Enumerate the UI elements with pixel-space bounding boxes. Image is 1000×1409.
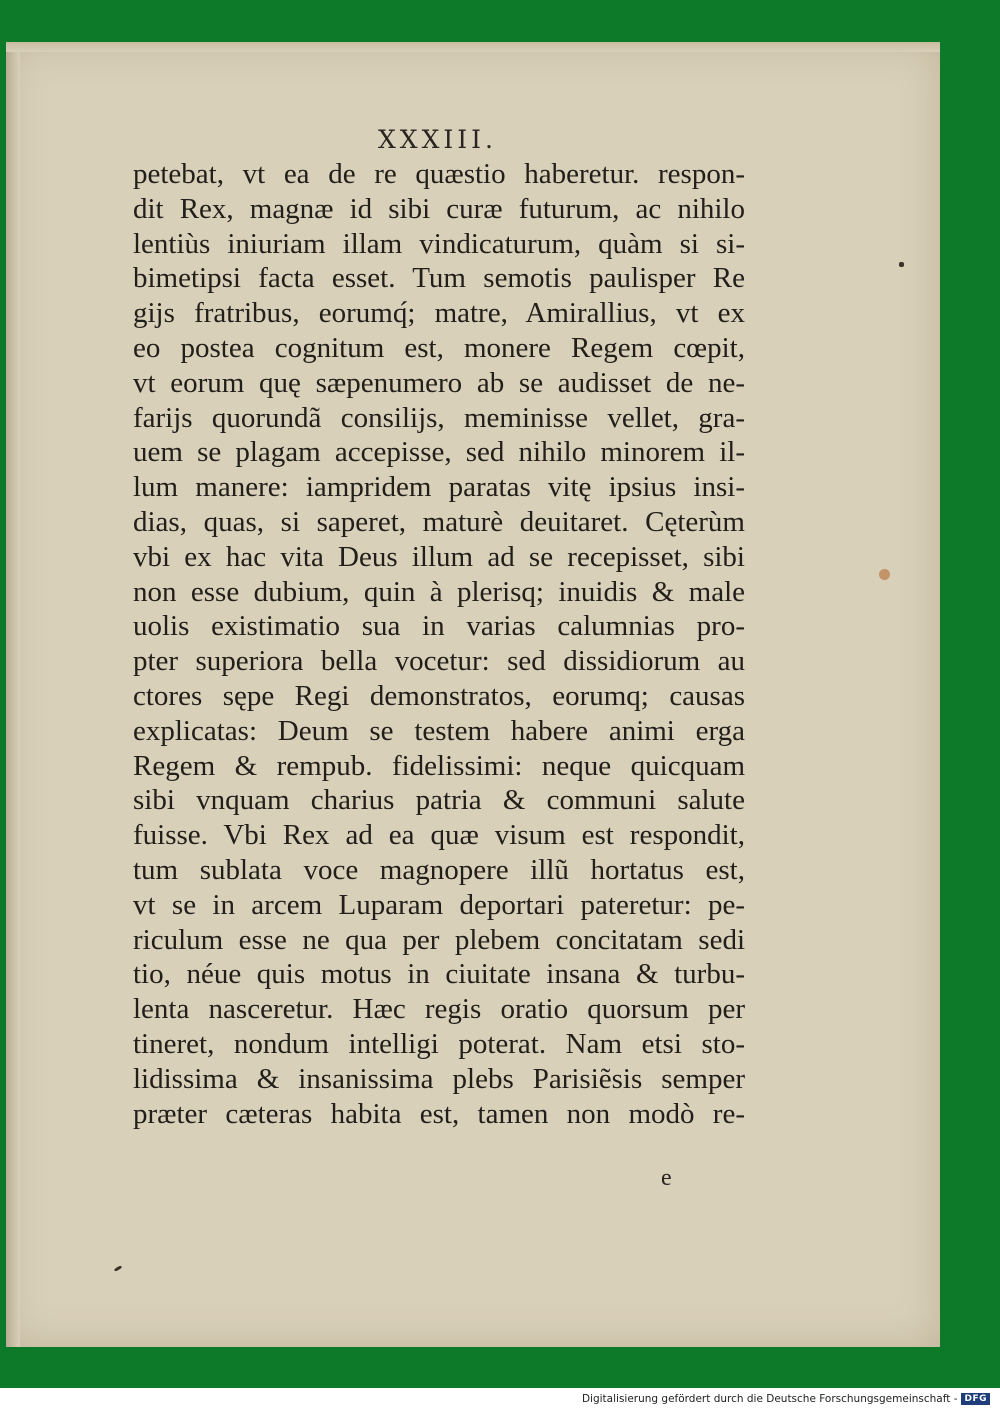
text-line: uem se plagam accepisse, sed nihilo minorem il- <box>133 436 745 469</box>
text-line: gijs fratribus, eorumq́; matre, Amirallius, vt ex <box>133 297 745 330</box>
credit-text: Digitalisierung gefördert durch die Deutsche Forschungsgemeinschaft - <box>581 1393 958 1405</box>
page-edge-left <box>6 42 20 1347</box>
ink-speck <box>114 1265 122 1272</box>
text-line: farijs quorundã consilijs, meminisse vellet, gra- <box>133 401 745 434</box>
text-line: non esse dubium, quin à plerisq; inuidis & male <box>133 575 745 608</box>
text-line: tio, néue quis motus in ciuitate insana & turbu- <box>133 958 745 991</box>
book-page <box>6 42 940 1347</box>
dfg-logo: DFG <box>961 1393 990 1405</box>
text-line: dias, quas, si saperet, maturè deuitaret. Cęterùm <box>133 505 745 538</box>
text-line: fuisse. Vbi Rex ad ea quæ visum est respondit, <box>133 819 745 852</box>
text-line: riculum esse ne qua per plebem concitatam sedi <box>133 923 745 956</box>
text-line: lum manere: iampridem paratas vitę ipsius insi- <box>133 471 745 504</box>
text-line: pter superiora bella vocetur: sed dissidiorum au <box>133 645 745 678</box>
digitization-credit <box>582 1390 990 1408</box>
text-line: dit Rex, magnæ id sibi curæ futurum, ac nihilo <box>133 192 745 225</box>
text-line: sibi vnquam charius patria & communi salute <box>133 784 745 817</box>
text-line: præter cæteras habita est, tamen non modò re- <box>133 1097 745 1130</box>
text-line: lidissima & insanissima plebs Parisiẽsis semper <box>133 1062 745 1095</box>
text-line: tum sublata voce magnopere illũ hortatus est, <box>133 853 745 886</box>
running-head: XXXIII. <box>378 125 497 154</box>
signature-mark: e <box>661 1165 672 1191</box>
text-line: lenta nasceretur. Hæc regis oratio quorsum per <box>133 993 745 1026</box>
paper-stain <box>879 569 890 580</box>
text-line: petebat, vt ea de re quæstio haberetur. respon- <box>133 158 745 190</box>
text-line: bimetipsi facta esset. Tum semotis paulisper Re <box>133 262 745 295</box>
text-line: vt eorum quę sæpenumero ab se audisset de ne- <box>133 366 745 399</box>
text-line: lentiùs iniuriam illam vindicaturum, quàm si si- <box>133 227 745 260</box>
ink-speck <box>899 262 904 267</box>
text-line: Regem & rempub. fidelissimi: neque quicquam <box>133 749 745 782</box>
text-line: explicatas: Deum se testem habere animi erga <box>133 714 745 747</box>
text-line: vbi ex hac vita Deus illum ad se recepisset, sibi <box>133 540 745 573</box>
text-line: vt se in arcem Luparam deportari pateretur: pe- <box>133 888 745 921</box>
text-line: eo postea cognitum est, monere Regem cœpit, <box>133 331 745 364</box>
text-block <box>133 157 745 1131</box>
text-line: tineret, nondum intelligi poterat. Nam etsi sto- <box>133 1027 745 1060</box>
text-line: uolis existimatio sua in varias calumnias pro- <box>133 610 745 643</box>
text-line: ctores sępe Regi demonstratos, eorumq; causas <box>133 679 745 712</box>
page-edge-top <box>6 42 940 52</box>
